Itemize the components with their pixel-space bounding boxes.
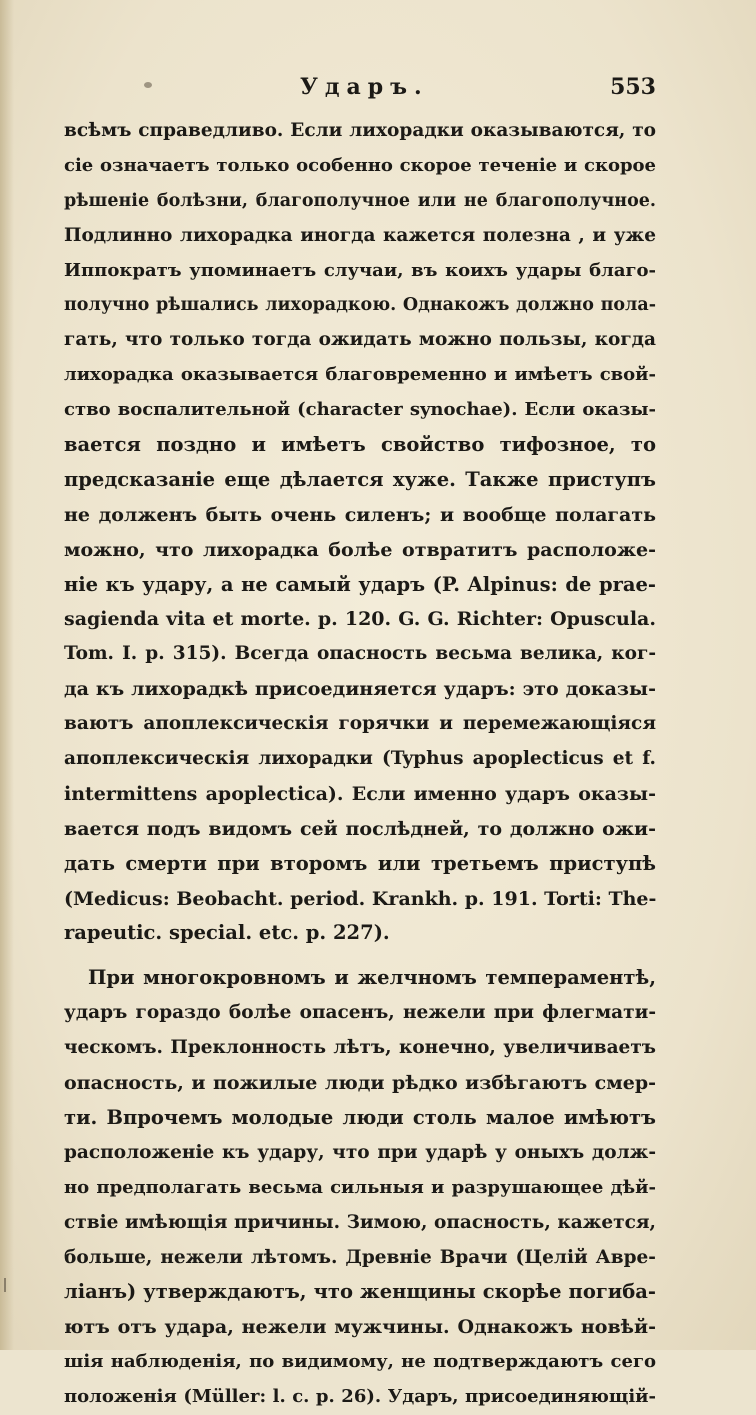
text-line: ударъ гораздо болѣе опасенъ, нежели при флегмати- [64,1002,656,1024]
text-line: не долженъ быть очень силенъ; и вообще полагать [64,503,656,526]
text-line: расположеніе къ удару, что при ударѣ у оныхъ долж- [64,1141,656,1163]
text-line: можно, что лихорадка болѣе отвратитъ расположе- [64,538,656,561]
text-line: Подлинно лихорадка иногда кажется полезна , и уже [64,224,656,246]
body-text [64,114,656,1415]
page-number: 553 [610,74,656,100]
text-line: (Medicus: Beobacht. period. Krankh. p. 191. Torti: The- [64,887,656,910]
text-line: вается поздно и имѣетъ свойство тифозное, то [64,433,656,457]
text-line: больше, нежели лѣтомъ. Древніе Врачи (Целій Авре- [64,1246,656,1268]
text-line: rapeutic. special. etc. p. 227). [64,921,390,945]
page-gutter-shadow [0,0,14,1350]
text-line: всѣмъ справедливо. Если лихорадки оказываются, то [64,120,656,141]
text-line: intermittens apoplectica). Если именно ударъ оказы- [64,782,656,805]
text-line: Иппократъ упоминаетъ случаи, въ коихъ удары благо- [64,259,656,281]
text-line: ствіе имѣющія причины. Зимою, опасность, кажется, [64,1211,656,1233]
page-header [64,70,656,110]
text-line: sagienda vita et morte. p. 120. G. G. Richter: Opuscula. [64,608,656,631]
text-line: апоплексическія лихорадки (Typhus apoplecticus et f. [64,748,656,770]
paragraph [64,114,656,951]
text-line: сіе означаетъ только особенно скорое теченіе и скорое [64,154,656,176]
text-line: предсказаніе еще дѣлается хуже. Также приступъ [64,467,656,491]
paragraph [64,961,656,1415]
text-line: лихорадка оказывается благовременно и имѣетъ свой- [64,364,656,386]
text-line: ти. Впрочемъ молодые люди столь малое имѣютъ [64,1105,656,1129]
text-line: Tom. I. p. 315). Всегда опасность весьма велика, ког- [64,643,656,665]
text-line: шія наблюденія, по видимому, не подтверждаютъ сего [64,1351,656,1373]
ornament-mark [144,82,152,88]
text-line: ліанъ) утверждаютъ, что женщины скорѣе погиба- [64,1280,656,1304]
text-line: положенія (Müller: l. c. p. 26). Ударъ, присоединяющій- [64,1386,656,1408]
text-line: получно рѣшались лихорадкою. Однакожъ должно пола- [64,295,656,316]
text-line: вается подъ видомъ сей послѣдней, то должно ожи- [64,817,656,840]
text-line: гать, что только тогда ожидать можно пользы, когда [64,329,656,351]
text-line: ніе къ удару, а не самый ударъ (P. Alpinus: de prae- [64,572,656,596]
text-line: дать смерти при второмъ или третьемъ приступѣ [64,851,656,875]
text-line: ваютъ апоплексическія горячки и перемежающіяся [64,713,656,735]
text-line: ство воспалительной (character synochae). Если оказы- [64,399,656,421]
text-line: но предполагать весьма сильныя и разрушающее дѣй- [64,1176,656,1198]
text-line: да къ лихорадкѣ присоединяется ударъ: это доказы- [64,678,656,701]
text-line: ческомъ. Преклонность лѣтъ, конечно, увеличиваетъ [64,1037,656,1059]
text-line: При многокровномъ и желчномъ темпераментѣ, [88,966,656,990]
text-line: опасность, и пожилые люди рѣдко избѣгаютъ смер- [64,1072,656,1095]
text-line: рѣшеніе болѣзни, благополучное или не благополучное. [64,190,656,211]
running-title: Ударъ. [300,74,429,100]
text-line: ютъ отъ удара, нежели мужчины. Однакожъ новѣй- [64,1316,656,1339]
margin-mark [4,1278,6,1292]
